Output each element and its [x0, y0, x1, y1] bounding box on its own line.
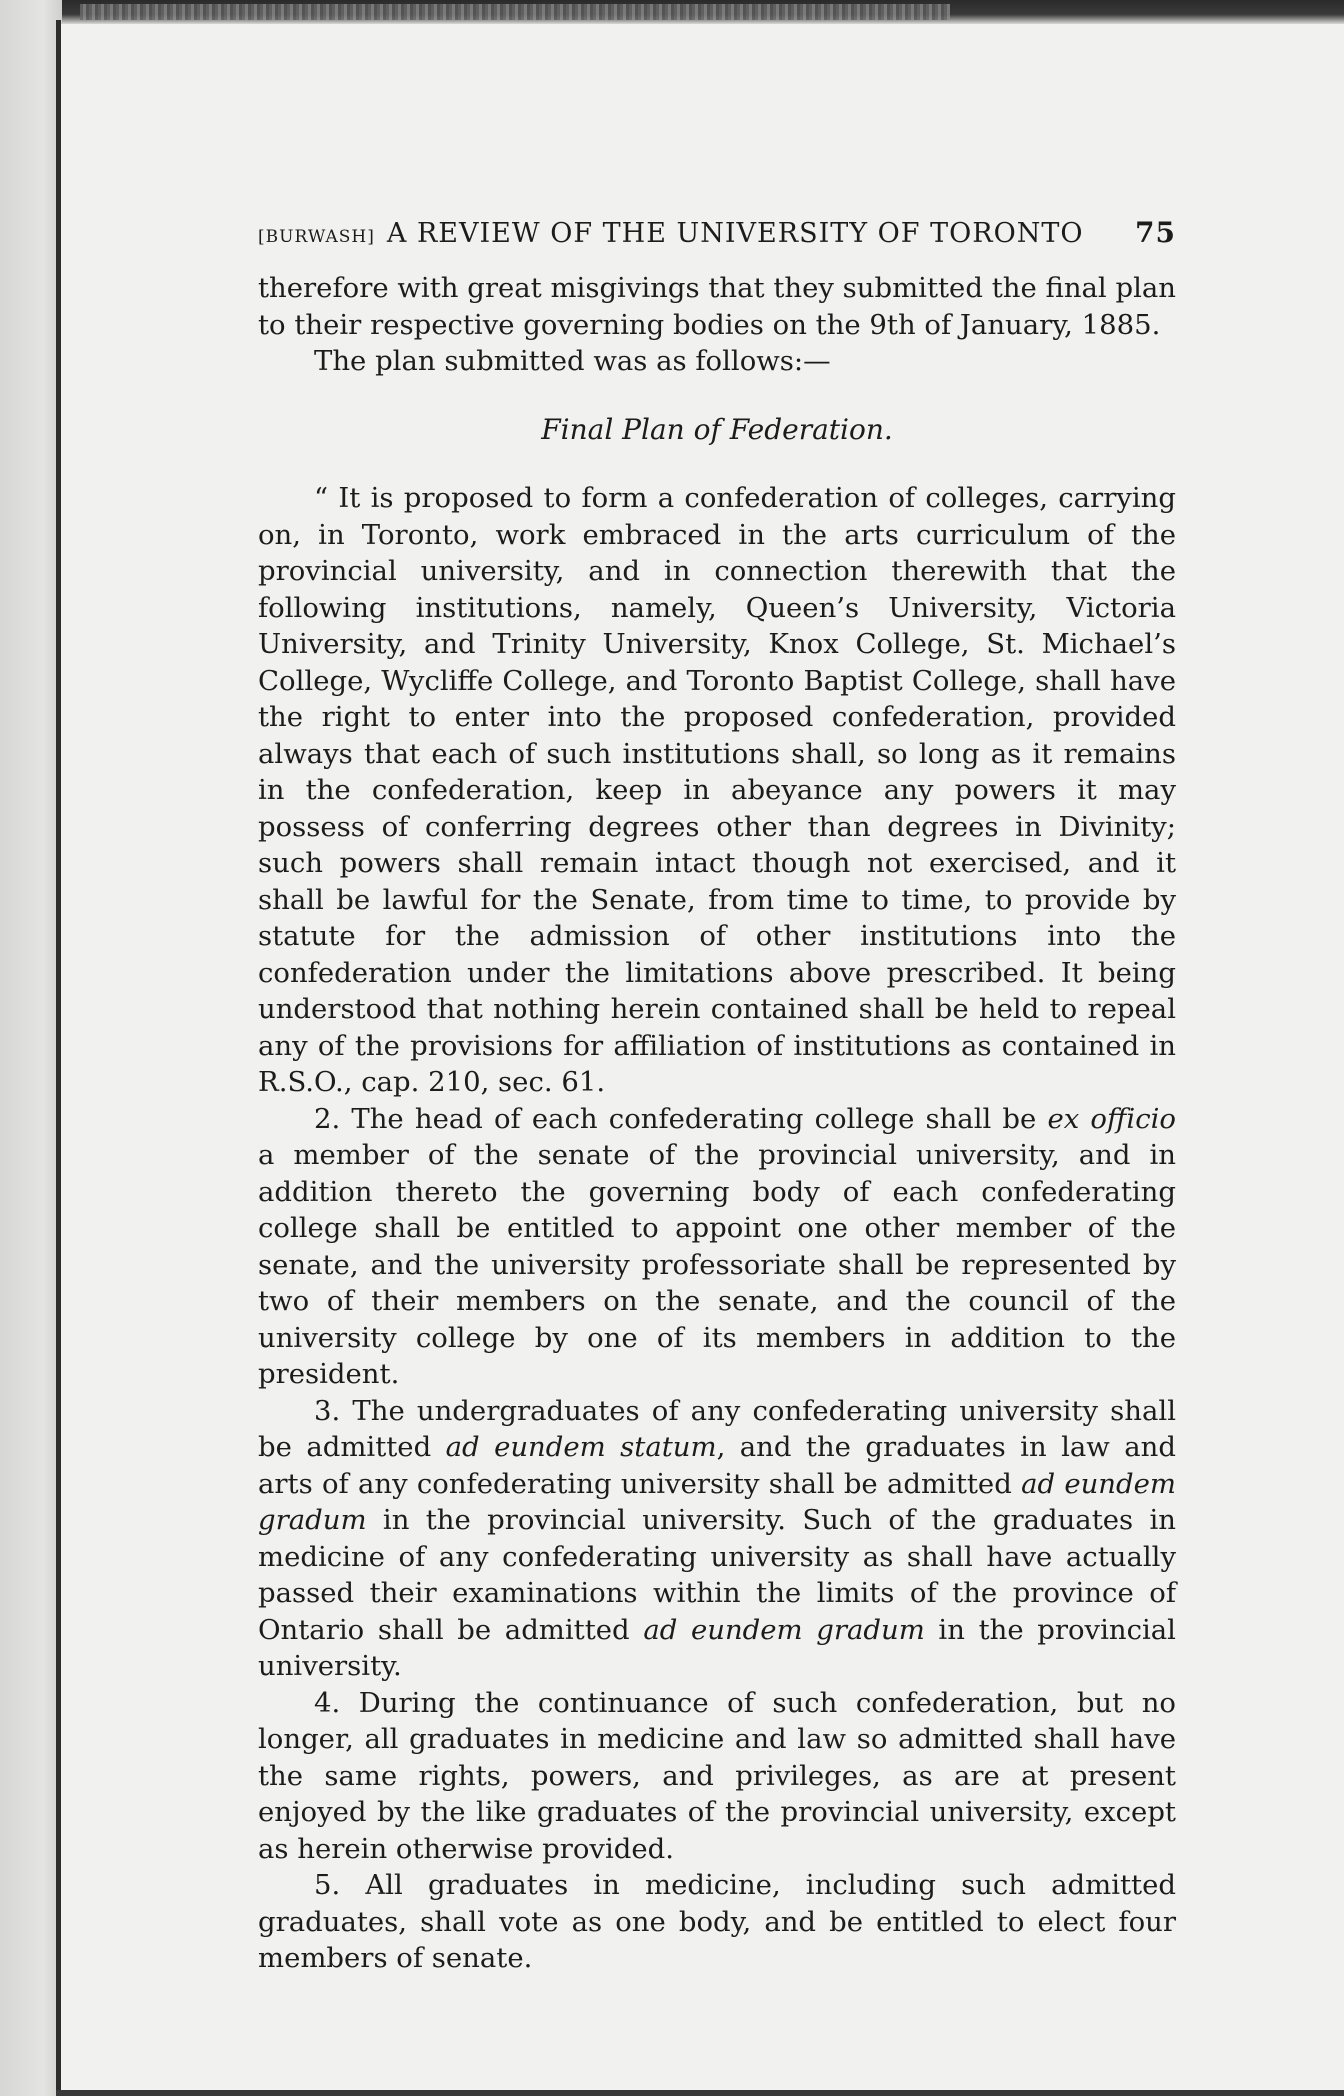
scan-noise-strip [80, 4, 950, 20]
paragraph-3-text-a: 3. The undergraduates of any confederating university shall be admitted [258, 1394, 1176, 1463]
section-title: Final Plan of Federation. [541, 412, 893, 446]
continued-paragraph: therefore with great misgivings that they submitted the final plan to their respective governing bodies on the 9th of January, 1885. [258, 272, 1176, 341]
latin-phrase: ad eundem gradum [258, 1467, 1176, 1536]
running-head-title: A REVIEW OF THE UNIVERSITY OF TORONTO [386, 218, 1084, 249]
latin-phrase: ex officio [1047, 1102, 1176, 1135]
paragraph-2-text-a: 2. The head of each confederating college shall be [314, 1102, 1048, 1135]
scan-border-left [0, 0, 62, 2096]
paragraph-3-text-d: in the provincial university. [258, 1613, 1176, 1682]
latin-phrase: ad eundem statum [445, 1431, 717, 1463]
paragraph-3-text-c: in the provincial university. Such of the graduates in medicine of any confederating university as shall have actually passed their examinations within the limits of the province of Ontario shall be admitted [258, 1504, 1176, 1646]
paragraph-3-text-b: , and the graduates in law and arts of any confederating university shall be admitted [258, 1431, 1176, 1500]
plan-paragraph-5: 5. All graduates in medicine, including such admitted graduates, shall vote as one body, and be entitled to elect four members of senate. [258, 1869, 1176, 1974]
scan-border-bottom [56, 2090, 1344, 2096]
plan-paragraph-4: 4. During the continuance of such confederation, but no longer, all graduates in medicine and law so admitted shall have the same rights, powers, and privileges, as are at present enjoyed by the like graduates of the provincial university, except as herein otherwise provided. [258, 1686, 1176, 1865]
running-head [258, 216, 1176, 256]
page-content [258, 216, 1176, 1977]
running-head-author: [BURWASH] [258, 227, 375, 247]
body-text [258, 270, 1176, 1977]
plan-paragraph-2 [258, 1101, 1176, 1393]
page-number: 75 [1135, 216, 1176, 249]
paragraph-2-text-b: a member of the senate of the provincial university, and in addition thereto the governing body of each confederating college shall be entitled to appoint one other member of the senate, and the university professoriate shall be represented by two of their members on the senate, and the council of the university college by one of its members in addition to the president. [258, 1139, 1176, 1390]
plan-paragraph-3 [258, 1393, 1176, 1685]
latin-phrase: ad eundem gradum [643, 1613, 925, 1646]
running-head-left [258, 218, 1084, 249]
plan-paragraph-1: “ It is proposed to form a confederation of colleges, carrying on, in Toronto, work embraced in the arts curriculum of the provincial university, and in connection therewith that the following institutions, namely, Queen’s University, Victoria University, and Trinity University, Knox College, St. Michael’s College, Wycliffe College, and Toronto Baptist College, shall have the right to enter into the proposed confederation, provided always that each of such institutions shall, so long as it remains in the confederation, keep in abeyance any powers it may possess of conferring degrees other than degrees in Divinity; such powers shall remain intact though not exercised, and it shall be lawful for the Senate, from time to time, to provide by statute for the admission of other institutions into the confederation under the limitations above prescribed. It being understood that nothing herein contained shall be held to repeal any of the provisions for affiliation of institutions as contained in R.S.O., cap. 210, sec. 61. [258, 482, 1176, 1098]
intro-paragraph: The plan submitted was as follows:— [314, 345, 831, 377]
